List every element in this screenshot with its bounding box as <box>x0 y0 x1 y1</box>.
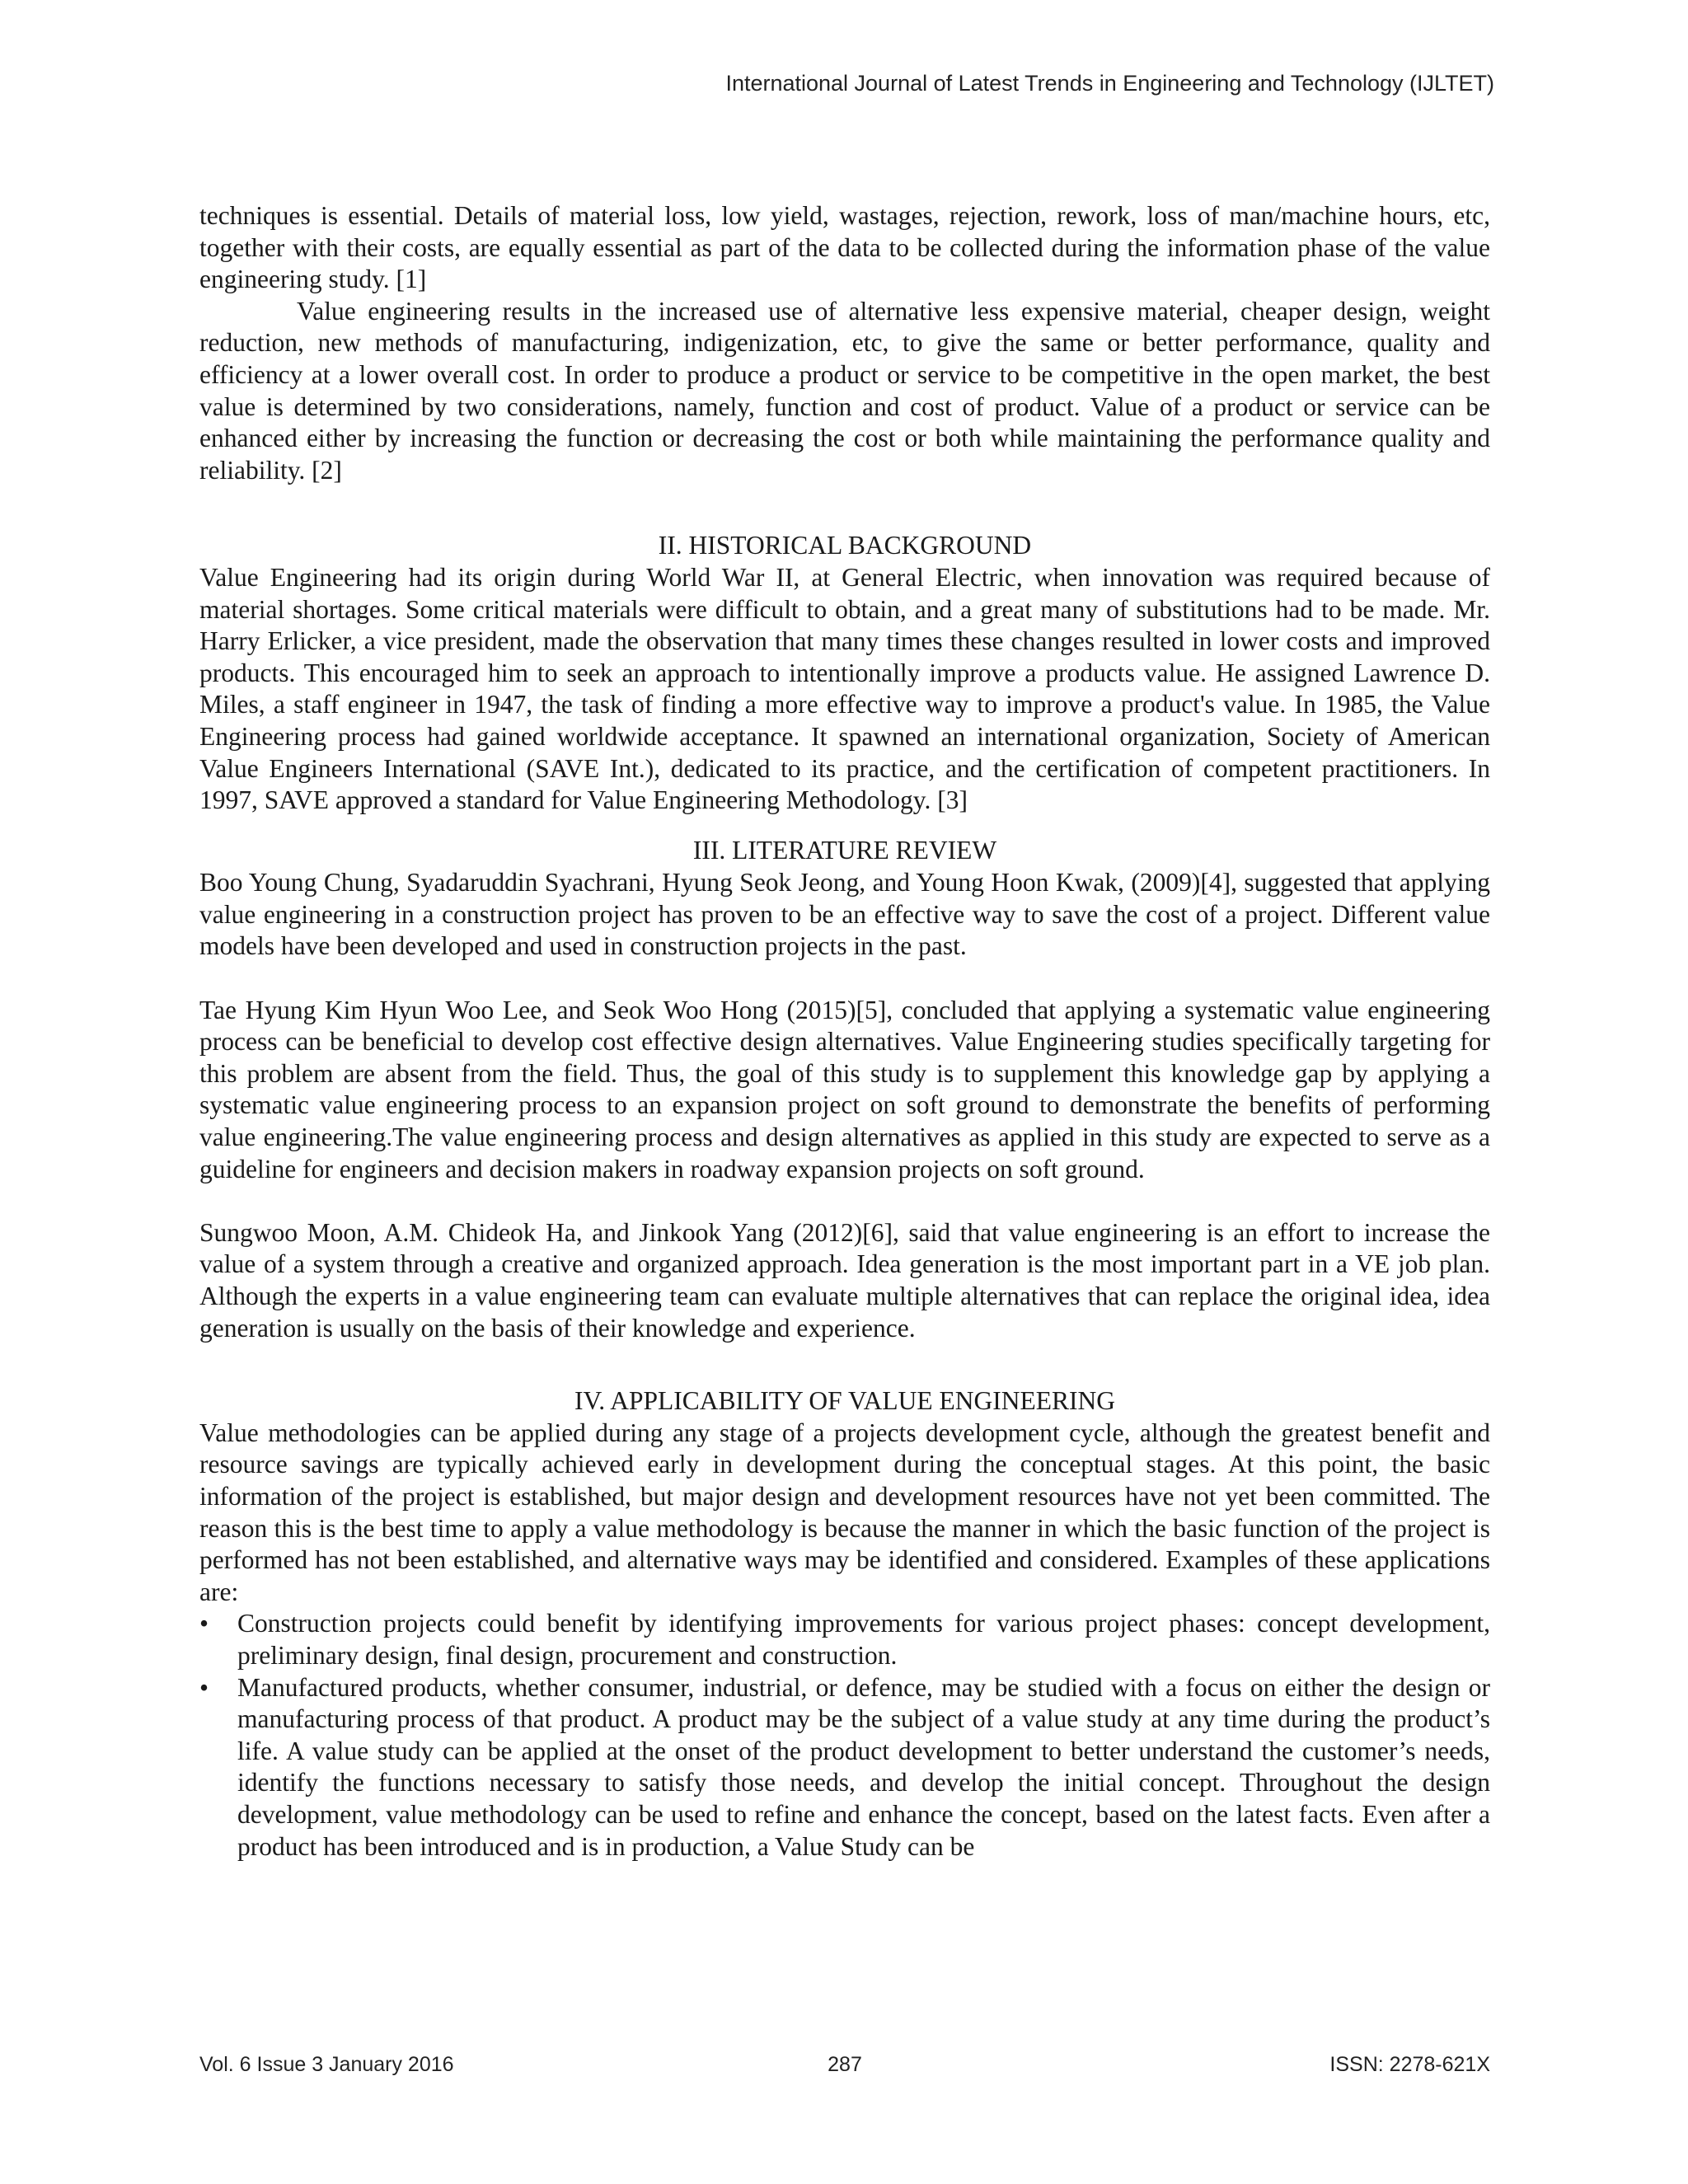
footer-page-number: 287 <box>828 2053 862 2076</box>
applications-list <box>199 1608 1490 1863</box>
list-item <box>199 1672 1490 1863</box>
list-item-text: Construction projects could benefit by identifying improvements for various project phases: concept development, preliminary design, final design, procurement and construction. <box>237 1609 1490 1670</box>
bullet-icon: • <box>199 1672 209 1702</box>
section-heading-applicability: IV. APPLICABILITY OF VALUE ENGINEERING <box>574 1386 1115 1416</box>
literature-review-paragraph-2: Tae Hyung Kim Hyun Woo Lee, and Seok Woo Hong (2015)[5], concluded that applying a systematic value engineering process can be beneficial to develop cost effective design alternatives. Value Engineering studies specifically targeting for this problem are absent from the field. Thus, the goal of this study is to supplement this knowledge gap by applying a systematic value engineering process to an expansion project on soft ground to demonstrate the benefits of performing value engineering.The value engineering process and design alternatives as applied in this study are expected to serve as a guideline for engineers and decision makers in roadway expansion projects on soft ground. <box>199 995 1490 1183</box>
list-item <box>199 1608 1490 1671</box>
historical-background-paragraph: Value Engineering had its origin during World War II, at General Electric, when innovation was required because of material shortages. Some critical materials were difficult to obtain, and a great many of substitutions had to be made. Mr. Harry Erlicker, a vice president, made the observation that many times these changes resulted in lower costs and improved products. This encouraged him to seek an approach to intentionally improve a products value. He assigned Lawrence D. Miles, a staff engineer in 1947, the task of finding a more effective way to improve a product's value. In 1985, the Value Engineering process had gained worldwide acceptance. It spawned an international organization, Society of American Value Engineers International (SAVE Int.), dedicated to its practice, and the certification of competent practitioners. In 1997, SAVE approved a standard for Value Engineering Methodology. [3] <box>199 562 1490 815</box>
section-heading-historical-background: II. HISTORICAL BACKGROUND <box>658 531 1032 560</box>
body-text <box>199 200 1490 1863</box>
bullet-icon: • <box>199 1609 209 1638</box>
literature-review-paragraph-1: Boo Young Chung, Syadaruddin Syachrani, Hyung Seok Jeong, and Young Hoon Kwak, (2009)[4], suggested that applying value engineering in a construction project has proven to be an effective way to save the cost of a project. Different value models have been developed and used in construction projects in the past. <box>199 868 1490 961</box>
literature-review-paragraph-3: Sungwoo Moon, A.M. Chideok Ha, and Jinkook Yang (2012)[6], said that value engineering is an effort to increase the value of a system through a creative and organized approach. Idea generation is the most important part in a VE job plan. Although the experts in a value engineering team can evaluate multiple alternatives that can replace the original idea, idea generation is usually on the basis of their knowledge and experience. <box>199 1217 1490 1343</box>
list-item-text: Manufactured products, whether consumer, industrial, or defence, may be studied with a focus on either the design or manufacturing process of that product. A product may be the subject of a value study at any time during the product’s life. A value study can be applied at the onset of the product development to better understand the customer’s needs, identify the functions necessary to satisfy those needs, and develop the initial concept. Throughout the design development, value methodology can be used to refine and enhance the concept, based on the latest facts. Even after a product has been introduced and is in production, a Value Study can be <box>237 1672 1490 1861</box>
page-footer <box>199 2053 1490 2081</box>
footer-volume: Vol. 6 Issue 3 January 2016 <box>199 2053 454 2076</box>
intro-paragraph-1: techniques is essential. Details of material loss, low yield, wastages, rejection, rework, loss of man/machine hours, etc, together with their costs, are equally essential as part of the data to be collected during the information phase of the value engineering study. [1] <box>199 201 1490 294</box>
footer-issn: ISSN: 2278-621X <box>1329 2053 1490 2076</box>
applicability-paragraph: Value methodologies can be applied during any stage of a projects development cycle, although the greatest benefit and resource savings are typically achieved early in development during the conceptual stages. At this point, the basic information of the project is established, but major design and development resources have not yet been committed. The reason this is the best time to apply a value methodology is because the manner in which the basic function of the project is performed has not been established, and alternative ways may be identified and considered. Examples of these applications are: <box>199 1418 1490 1606</box>
running-header: International Journal of Latest Trends in Engineering and Technology (IJLTET) <box>725 71 1494 96</box>
intro-paragraph-2: Value engineering results in the increased use of alternative less expensive material, cheaper design, weight reduction, new methods of manufacturing, indigenization, etc, to give the same or better performance, quality and efficiency at a lower overall cost. In order to produce a product or service to be competitive in the open market, the best value is determined by two considerations, namely, function and cost of product. Value of a product or service can be enhanced either by increasing the function or decreasing the cost or both while maintaining the performance quality and reliability. [2] <box>199 296 1490 485</box>
section-heading-literature-review: III. LITERATURE REVIEW <box>692 835 997 865</box>
